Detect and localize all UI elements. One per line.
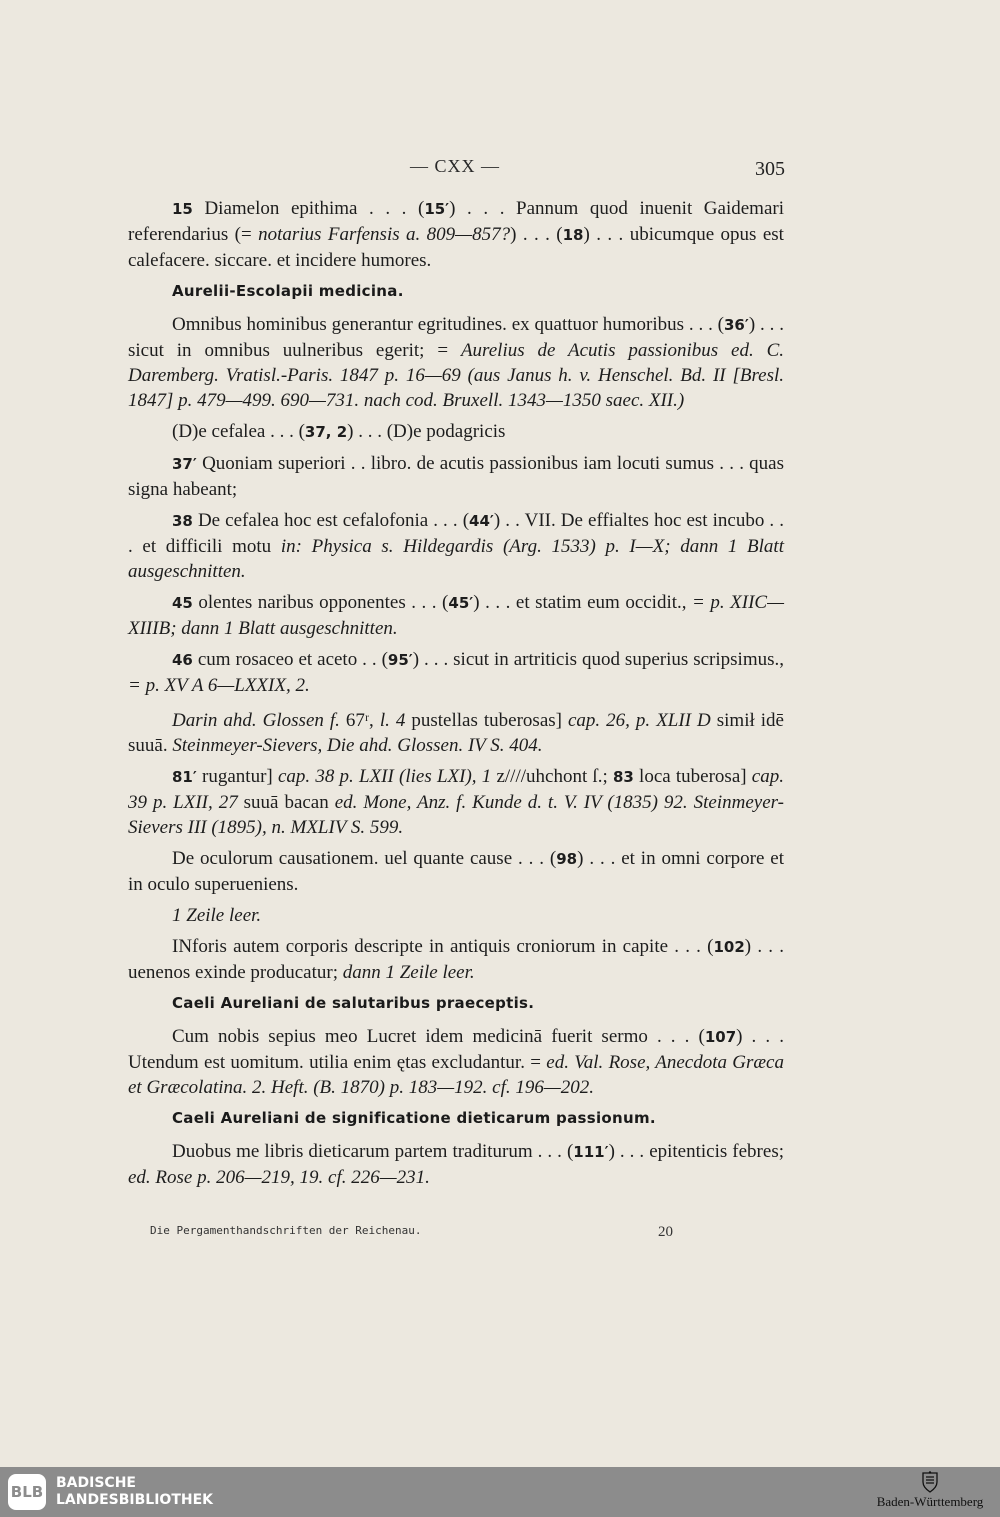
entry-text: ) . . . sicut in omnibus uulneribus egerit; = xyxy=(128,314,784,361)
entry-glossen xyxy=(128,708,784,758)
folio-ref: 45′ xyxy=(448,594,474,612)
entry-text: olentes naribus opponentes . . . ( xyxy=(192,592,449,613)
folio-ref: 102 xyxy=(713,938,745,956)
editorial-note: = p. XIIC—XIIIB; dann 1 Blatt ausgeschnitten. xyxy=(128,592,784,639)
entry-text: ) . . . ubicumque opus est calefacere. siccare. et incidere humores. xyxy=(128,224,784,271)
blank-line-note: 1 Zeile leer. xyxy=(172,905,262,926)
entry-text: simił idē suuā. xyxy=(128,710,784,756)
page-header xyxy=(0,156,1000,186)
entry-text: ) . . . et statim eum occidit., xyxy=(473,592,693,613)
footer-note: Die Pergamenthandschriften der Reichenau. xyxy=(150,1224,422,1237)
folio-number: 81′ xyxy=(172,768,197,786)
blb-logo[interactable]: BLB xyxy=(8,1474,46,1510)
entry-inforis xyxy=(128,934,784,985)
page-number: 305 xyxy=(755,158,785,180)
entry-text: Duobus me libris dieticarum partem traditurum . . . ( xyxy=(172,1141,574,1162)
folio-ref: 36′ xyxy=(724,316,749,334)
folio-ref: 98 xyxy=(556,850,578,868)
entry-text: Diamelon epithima . . . ( xyxy=(192,198,425,219)
editorial-note: l. 4 xyxy=(379,710,406,731)
editorial-note: cap. 38 p. LXII (lies LXI), 1 xyxy=(277,766,492,787)
entry-text: ) . . VII. De effialtes hoc est incubo . . . et difficili motu xyxy=(128,510,784,557)
entry-text: Omnibus hominibus generantur egritudines. ex quattuor humoribus . . . ( xyxy=(172,314,724,335)
entry-37 xyxy=(128,451,784,502)
library-name-line1: BADISCHE xyxy=(56,1475,136,1491)
folio-number: 83 xyxy=(612,768,634,786)
entry-omnibus xyxy=(128,312,784,413)
entry-text: Quoniam superiori . . libro. de acutis passionibus iam locuti sumus . . . quas signa habeant; xyxy=(128,453,784,500)
folio-number: 46 xyxy=(172,651,193,669)
entry-text: ) . . . et in omni corpore et in oculo superueniens. xyxy=(128,848,785,895)
folio-ref: 44′ xyxy=(469,512,494,530)
section-heading: Caeli Aureliani de significatione dieticarum passionum. xyxy=(172,1109,656,1127)
entry-38 xyxy=(128,508,784,584)
entry-text: rugantur] xyxy=(196,766,278,787)
editorial-note: ed. Val. Rose, Anecdota Græca et Græcolatina. 2. Heft. (B. 1870) p. 183—192. cf. 196—202. xyxy=(128,1052,784,1098)
editorial-note: Darin ahd. Glossen f. xyxy=(172,710,340,731)
entry-text: pustellas tuberosas] xyxy=(405,710,568,731)
editorial-note: ed. Rose p. 206—219, 19. cf. 226—231. xyxy=(128,1167,430,1188)
section-heading: Caeli Aureliani de salutaribus praeceptis. xyxy=(172,994,535,1012)
folio-number: 37′ xyxy=(172,455,197,473)
folio-ref: 111′ xyxy=(573,1143,609,1161)
entry-text: ) . . . Utendum est uomitum. utilia enim ętas excludantur. = xyxy=(128,1026,784,1073)
coat-of-arms-icon xyxy=(921,1471,939,1493)
entry-text: De oculorum causationem. uel quante cause . . . ( xyxy=(172,848,557,869)
entry-81 xyxy=(128,764,784,840)
entry-text: (D)e cefalea . . . ( xyxy=(172,421,305,442)
library-name xyxy=(56,1475,213,1509)
viewer-bottom-bar xyxy=(0,1467,1000,1517)
entry-cum-nobis xyxy=(128,1024,784,1100)
editorial-note: cap. 39 p. LXII, 27 xyxy=(128,766,784,813)
folio-number: 45 xyxy=(172,594,193,612)
entry-text: De cefalea hoc est cefalofonia . . . ( xyxy=(192,510,470,531)
folio-number: 15 xyxy=(172,200,193,218)
editorial-note: notarius Farfensis a. 809—857? xyxy=(258,224,511,245)
entry-text: ) . . . (D)e podagricis xyxy=(347,421,506,442)
entry-duobus xyxy=(128,1139,784,1190)
folio-ref: 37, 2 xyxy=(304,423,348,441)
folio-ref: 18 xyxy=(562,226,584,244)
entry-text: cum rosaceo et aceto . . ( xyxy=(192,649,388,670)
section-heading: Aurelii-Escolapii medicina. xyxy=(172,282,404,300)
entry-text: INforis autem corporis descripte in antiquis croniorum in capite . . . ( xyxy=(172,936,714,957)
folio-ref: 15′ xyxy=(424,200,450,218)
editorial-note: Steinmeyer-Sievers, Die ahd. Glossen. IV S. 404. xyxy=(172,735,543,756)
entry-cefalea xyxy=(128,419,784,445)
bw-brand[interactable] xyxy=(870,1471,990,1515)
folio-ref: 95′ xyxy=(387,651,413,669)
editorial-note: in: Physica s. Hildegardis (Arg. 1533) p. I—X; dann 1 Blatt ausgeschnitten. xyxy=(128,536,784,582)
entry-text: Cum nobis sepius meo Lucret idem medicinā fuerit sermo . . . ( xyxy=(172,1026,705,1047)
editorial-note: dann 1 Zeile leer. xyxy=(342,962,475,983)
editorial-note: ed. Mone, Anz. f. Kunde d. t. V. IV (1835) 92. Steinmeyer-Sievers III (1895), n. MXLIV S. 599. xyxy=(128,792,784,838)
entry-text: loca tuberosa] xyxy=(633,766,752,787)
entry-45 xyxy=(128,590,784,641)
running-head: — CXX — xyxy=(409,156,500,176)
entry-text: z////uhchont ſ.; xyxy=(491,766,613,787)
entry-text: ) . . . epitenticis febres; xyxy=(608,1141,784,1162)
folio-ref: 107 xyxy=(704,1028,737,1046)
folio-number: 38 xyxy=(172,512,193,530)
signature-mark: 20 xyxy=(658,1224,673,1240)
bw-label: Baden-Württemberg xyxy=(876,1494,984,1509)
entry-15 xyxy=(128,196,784,273)
body-text xyxy=(128,196,784,1196)
page-footer xyxy=(150,1224,710,1244)
entry-oculorum xyxy=(128,846,784,897)
entry-text: ) . . . sicut in artriticis quod superius scripsimus., xyxy=(412,649,784,670)
library-name-line2: LANDESBIBLIOTHEK xyxy=(56,1492,214,1508)
entry-text: ) . . . uenenos exinde producatur; xyxy=(128,936,784,983)
editorial-note: = p. XV A 6—LXXIX, 2. xyxy=(128,675,310,696)
entry-text: suuā bacan xyxy=(237,792,335,813)
entry-text: ) . . . ( xyxy=(510,224,563,245)
entry-text: 67ʳ, xyxy=(339,710,380,731)
entry-text: ) . . . Pannum quod inuenit Gaidemari referendarius (= xyxy=(128,198,784,245)
entry-46 xyxy=(128,647,784,698)
editorial-note: cap. 26, p. XLII D xyxy=(567,710,711,731)
editorial-note: Aurelius de Acutis passionibus ed. C. Daremberg. Vratisl.-Paris. 1847 p. 16—69 (aus Janus h. v. Henschel. Bd. II [Bresl. 1847] p. 479—499. 690—731. nach cod. Bruxell. 1343—1350 saec. XII.) xyxy=(128,340,785,411)
